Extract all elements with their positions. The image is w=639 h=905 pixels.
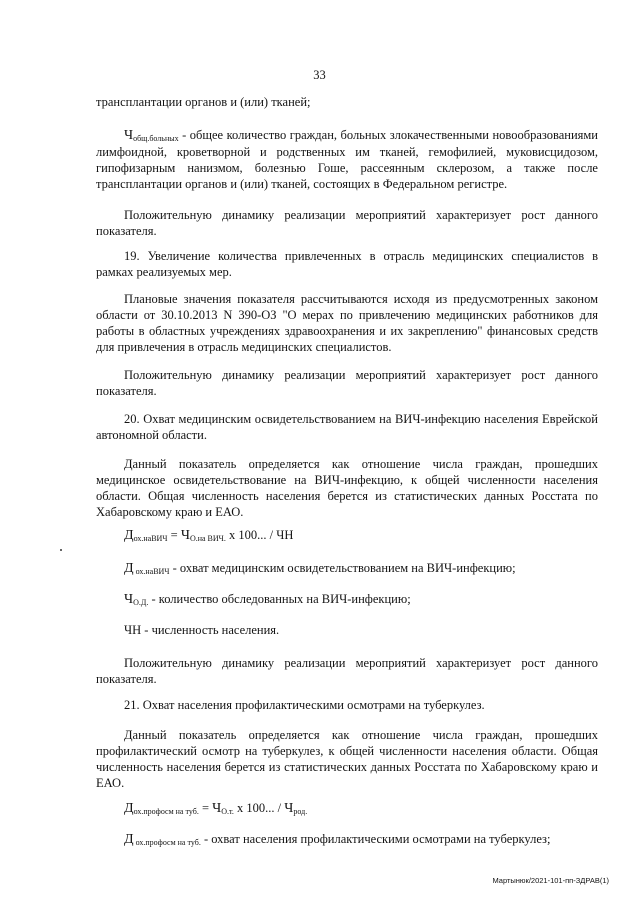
formula-hiv-ch: Ч — [180, 528, 190, 543]
definition-d-hiv-symbol: Д — [124, 561, 134, 576]
footer-document-id: Мартынюк/2021-101-пп-ЗДРАВ(1) — [492, 876, 609, 885]
subscript-obsh: общ.больных — [133, 134, 179, 143]
definition-chobsh-text: - общее количество граждан, больных злокачественными новообразованиями лимфоидной, кроветворной и родственных им тканей, гемофилией, муковисцидозом, гипофизарным нанизмом, болезнью Гоше, рассеянным склерозом, а также после трансплантации органов и (или) тканей, состоящих в Федеральном регистре. — [96, 128, 598, 191]
line-transplantation: трансплантации органов и (или) тканей; — [96, 95, 311, 109]
paragraph-item-21: Данный показатель определяется как отношение числа граждан, прошедших профилактический осмотр на туберкулез, к общей численности населения области. Общая численность населения берется из статистических данных Росстата по Хабаровскому краю и ЕАО. — [96, 728, 598, 790]
definition-ch-od — [96, 591, 598, 608]
formula-hiv-ch-sub: О.на ВИЧ. — [189, 534, 226, 543]
definition-ch-od-sub: О.Д. — [133, 598, 149, 607]
definition-d-tb-symbol: Д — [124, 832, 134, 847]
formula-tb — [96, 800, 598, 817]
heading-item-21: 21. Охват населения профилактическими осмотрами на туберкулез. — [124, 698, 485, 712]
formula-tb-eq: = — [198, 801, 213, 815]
definition-d-tb — [96, 831, 598, 848]
formula-hiv — [96, 527, 598, 544]
scan-speck — [60, 549, 62, 551]
heading-item-19: 19. Увеличение количества привлеченных в отрасль медицинских специалистов в рамках реализуемых мер. — [96, 249, 598, 279]
formula-tb-ch: Ч — [212, 801, 222, 816]
definition-chn: ЧН - численность населения. — [124, 623, 280, 637]
page-number: 33 — [313, 68, 326, 82]
definition-d-hiv-sub: ох.наВИЧ — [133, 567, 170, 576]
definition-d-tb-sub: ох.профосм на туб. — [133, 838, 201, 847]
definition-chobsh — [96, 127, 598, 192]
paragraph-positive-dynamics-2: Положительную динамику реализации мероприятий характеризует рост данного показателя. — [96, 368, 598, 398]
paragraph-item-19: Плановые значения показателя рассчитываются исходя из предусмотренных законом области от 30.10.2013 N 390-ОЗ "О мерах по привлечению медицинских работников для работы в областных учреждениях здравоохранения и их закреплению" финансовых средств для привлечения в отрасль медицинских специалистов. — [96, 292, 598, 354]
definition-d-hiv-text: - охват медицинским освидетельствованием на ВИЧ-инфекцию; — [169, 561, 516, 575]
formula-tb-mid: х 100... / — [233, 801, 285, 815]
formula-hiv-lhs-sub: ох.наВИЧ — [133, 534, 168, 543]
formula-tb-ch-sub: О.т. — [221, 807, 234, 816]
formula-hiv-rest: х 100... / ЧН — [225, 528, 294, 542]
heading-item-20: 20. Охват медицинским освидетельствованием на ВИЧ-инфекцию населения Еврейской автономной области. — [96, 412, 598, 442]
paragraph-positive-dynamics-1: Положительную динамику реализации мероприятий характеризует рост данного показателя. — [96, 208, 598, 238]
formula-hiv-lhs: Д — [124, 528, 134, 543]
paragraph-item-20: Данный показатель определяется как отношение числа граждан, прошедших медицинское освидетельствование на ВИЧ-инфекцию, к общей численности населения области. Общая численность населения берется из статистических данных Росстата по Хабаровскому краю и ЕАО. — [96, 457, 598, 519]
symbol-ch: Ч — [124, 128, 134, 143]
definition-d-hiv — [96, 560, 598, 577]
definition-d-tb-text: - охват населения профилактическими осмотрами на туберкулез; — [200, 832, 551, 846]
formula-tb-lhs-sub: ох.профосм на туб. — [133, 807, 199, 816]
formula-tb-ch2-sub: род. — [293, 807, 308, 816]
formula-hiv-eq: = — [167, 528, 181, 542]
paragraph-positive-dynamics-3: Положительную динамику реализации мероприятий характеризует рост данного показателя. — [96, 656, 598, 686]
definition-ch-od-text: - количество обследованных на ВИЧ-инфекцию; — [148, 592, 411, 606]
definition-ch-od-symbol: Ч — [124, 592, 134, 607]
formula-tb-ch2: Ч — [284, 801, 294, 816]
formula-tb-lhs: Д — [124, 801, 134, 816]
